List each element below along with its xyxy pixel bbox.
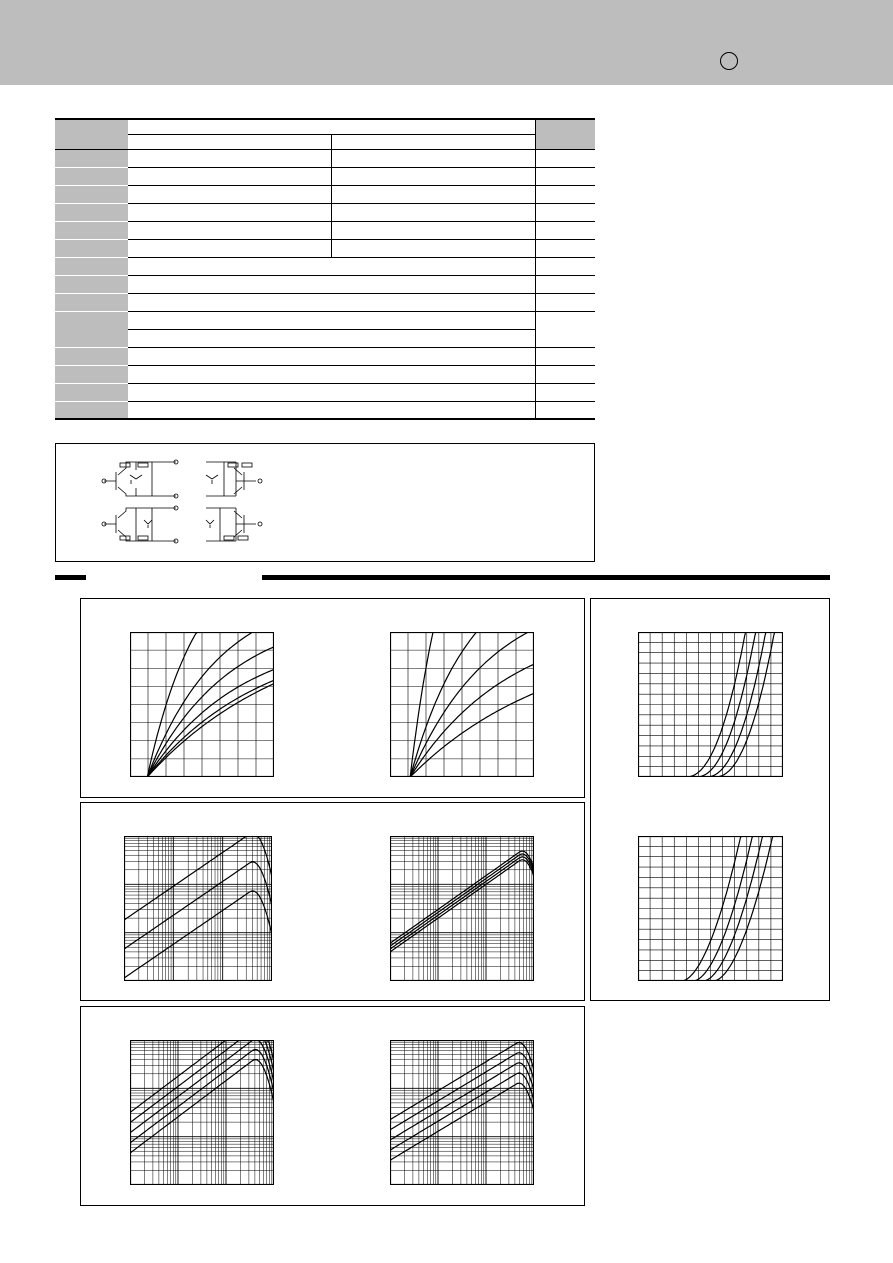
graph-frame [125,837,272,981]
circuit-module-1 [102,460,178,498]
graph-frame [391,1041,534,1185]
curve-line [390,1053,534,1130]
table-row [55,365,595,383]
table-row [55,167,595,185]
header-band [0,0,893,85]
table-row [55,347,595,365]
curve-line [124,836,272,920]
circuit-module-2 [206,462,262,496]
table-row [55,257,595,275]
graph-log-4 [390,1040,534,1185]
graph-log-1 [124,836,272,981]
circuit-module-3 [102,506,178,543]
curve-line [147,680,274,777]
table-row [55,329,595,347]
curve-line [390,1083,534,1160]
table-row [55,185,595,203]
curve-line [147,669,274,777]
curve-line [390,1073,534,1150]
circuit-module-4 [206,508,262,541]
spec-subheader-row [55,134,595,149]
table-row [55,383,595,401]
table-row [55,401,595,419]
spec-table [55,118,595,420]
table-row [55,293,595,311]
graph-transfer-1 [638,632,783,777]
graph-output-1 [130,632,274,777]
curve-line [130,1040,274,1123]
curve-line [147,684,274,777]
table-row [55,203,595,221]
curve-line [390,1063,534,1140]
circuit-diagram-box [55,443,595,562]
section-bar-long [262,575,830,580]
graph-log-3 [130,1040,274,1185]
curve-line [130,1040,274,1133]
circuit-diagram [56,444,594,561]
section-bar-short [55,575,86,580]
graph-output-2 [390,632,534,777]
curve-line [390,1043,534,1120]
table-row [55,221,595,239]
registered-mark-icon [720,52,738,70]
graph-log-2 [390,836,534,981]
table-row [55,275,595,293]
graph-transfer-2 [638,836,783,981]
graph-frame [391,837,534,981]
table-row [55,149,595,167]
table-row [55,311,595,329]
curve-line [390,851,534,943]
table-row [55,239,595,257]
curve-line [390,860,534,952]
curve-line [410,693,534,777]
spec-header-row [55,119,595,134]
curve-line [390,857,534,949]
graph-frame [131,1041,274,1185]
